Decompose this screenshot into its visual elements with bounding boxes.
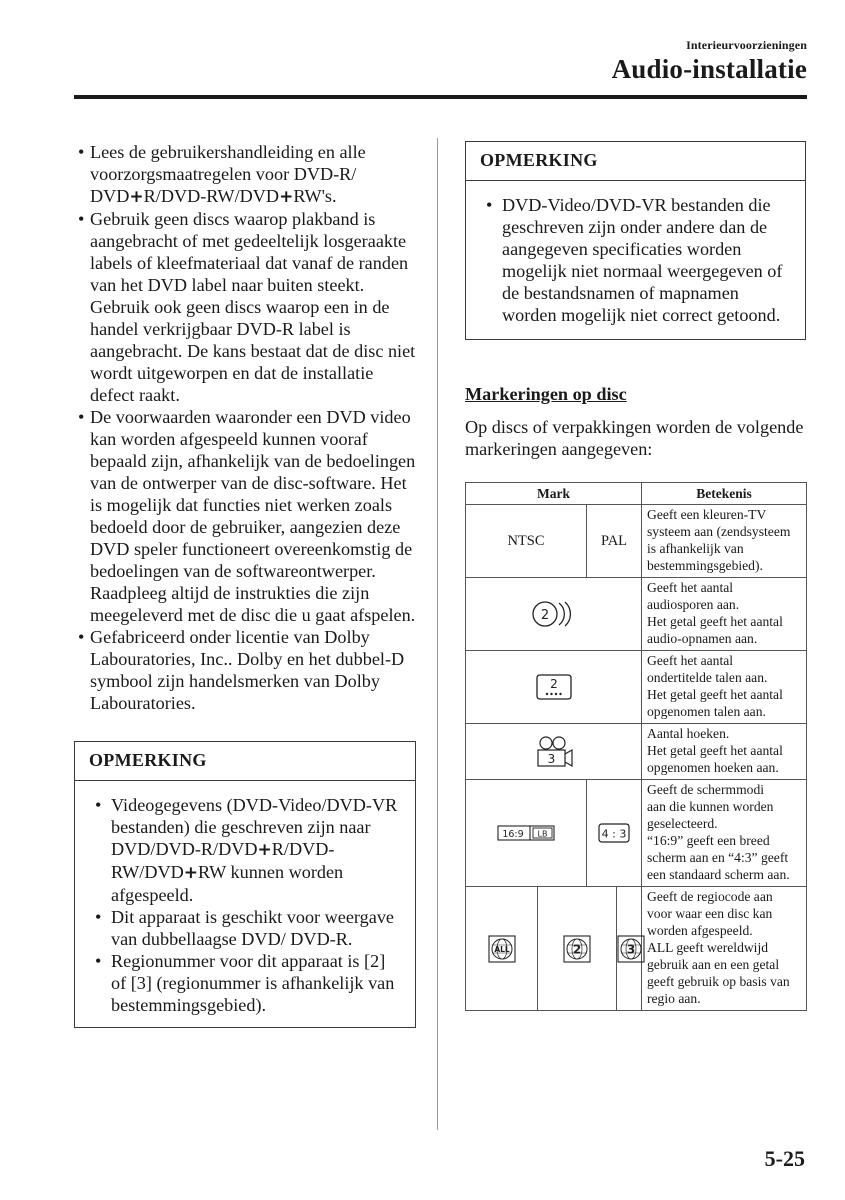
list-item: • Regionummer voor dit apparaat is [2] of [3] (regionummer is afhankelijk van bestemmingsgebied).: [95, 951, 395, 1015]
pal-mark: PAL: [587, 505, 642, 578]
globe-region-2-icon: [563, 935, 591, 963]
header-meaning: Betekenis: [642, 483, 807, 505]
meaning-cell: Geeft het aantal audiosporen aan. Het getal geeft het aantal audio-opnamen aan.: [642, 578, 807, 651]
camera-angle-icon: [532, 734, 576, 770]
table-row: [466, 505, 807, 578]
section-label: Interieurvoorzieningen: [686, 38, 807, 52]
list-item-text: De voorwaarden waaronder een DVD video kan worden afgespeeld kunnen vooraf bepaald zijn, afhankelijk van de bedoelingen van de ontwerper van de disc-software. Het is mogelijk dat functies niet werken zoals bedoeld door de gebruiker, aangezien deze DVD speler functioneert overeenkomstig de bedoelingen van de softwareontwerper. Raadpleeg altijd de instrukties die zijn meegeleverd met de disc die u gaat afspelen.: [90, 407, 416, 625]
list-item-text: Lees de gebruikershandleiding en alle voorzorgsmaatregelen voor DVD-R/ DVD+R/DVD-RW/DVD+RW's.: [90, 142, 366, 207]
audio-mark-cell: [466, 578, 642, 651]
plus-glyph: +: [183, 863, 198, 883]
list-item-text: Regionummer voor dit apparaat is [2] of [3] (regionummer is afhankelijk van bestemmingsgebied).: [111, 951, 395, 1015]
disc-markings-table: [465, 482, 807, 1011]
precautions-list: [74, 141, 416, 714]
table-row: [466, 578, 807, 651]
note-list: [482, 194, 791, 326]
note-title: OPMERKING: [466, 142, 805, 181]
widescreen-mark-cell: [466, 780, 587, 887]
region-2-mark-cell: [538, 887, 617, 1011]
column-divider: [437, 138, 438, 1130]
list-item-text: Gebruik geen discs waarop plakband is aangebracht of met gedeeltelijk losgeraakte labels of kleefmateriaal dat vanaf de randen van het DVD label naar buiten steekt. Gebruik ook geen discs waarop een in de handel verkrijgbaar DVD-R label is aangebracht. De kans bestaat dat de disc niet wordt uitgeworpen en dat de installatie defect raakt.: [90, 209, 416, 405]
header-rule: [74, 95, 807, 99]
page-number: 5-25: [764, 1146, 805, 1171]
right-column: [465, 141, 806, 1011]
list-item-text: DVD-Video/DVD-VR bestanden die geschreven zijn onder andere dan de aangegeven specificaties worden mogelijk niet normaal weergegeven of de bestandsnamen of mapnamen worden mogelijk niet correct getoond.: [502, 195, 783, 325]
list-item: • DVD-Video/DVD-VR bestanden die geschreven zijn onder andere dan de aangegeven specificaties worden mogelijk niet normaal weergegeven of de bestandsnamen of mapnamen worden mogelijk niet correct getoond.: [486, 195, 783, 325]
plus-glyph: +: [129, 187, 144, 207]
widescreen-icon: [497, 824, 555, 842]
subtitle-icon: [534, 672, 574, 702]
svg-text:4 : 3: 4 : 3: [601, 827, 627, 841]
note-title: OPMERKING: [75, 742, 415, 781]
header-mark: Mark: [466, 483, 642, 505]
list-item: • Dit apparaat is geschikt voor weergave van dubbellaagse DVD/ DVD-R.: [95, 907, 394, 949]
svg-text:2: 2: [540, 608, 549, 623]
region-3-mark-cell: [617, 887, 642, 1011]
table-row: [466, 780, 807, 887]
intro-text: Op discs of verpakkingen worden de volgende markeringen aangegeven:: [465, 417, 804, 459]
subtitle-mark-cell: [466, 651, 642, 724]
svg-text:LB: LB: [537, 829, 548, 839]
globe-region-3-icon: [617, 935, 645, 963]
table-row: [466, 651, 807, 724]
region-all-mark-cell: [466, 887, 538, 1011]
list-item-text: Gefabriceerd onder licentie van Dolby Labouratories, Inc.. Dolby en het dubbel-D symbool zijn handelsmerken van Dolby Labouratories.: [90, 627, 405, 713]
plus-glyph: +: [279, 187, 294, 207]
left-column: [74, 141, 416, 1028]
meaning-cell: Aantal hoeken. Het getal geeft het aantal opgenomen hoeken aan.: [642, 724, 807, 780]
list-item: • De voorwaarden waaronder een DVD video kan worden afgespeeld kunnen vooraf bepaald zijn, afhankelijk van de bedoelingen van de ontwerper van de disc-software. Het is mogelijk dat functies niet werken zoals bedoeld door de gebruiker, aangezien deze DVD speler functioneert overeenkomstig de bedoelingen van de softwareontwerper. Raadpleeg altijd de instrukties die zijn meegeleverd met de disc die u gaat afspelen.: [78, 407, 416, 625]
page-title: Audio-installatie: [611, 54, 807, 84]
list-item-text: Videogegevens (DVD-Video/DVD-VR bestanden) die geschreven zijn naar DVD/DVD-R/DVD+R/DVD-RW/DVD+RW kunnen worden afgespeeld.: [111, 795, 398, 905]
svg-text:16:9: 16:9: [502, 829, 524, 840]
table-row: [466, 887, 807, 1011]
svg-text:3: 3: [626, 942, 636, 956]
section-subheading: Markeringen op disc: [465, 384, 627, 404]
note-list: [91, 794, 401, 1016]
note-box-right: [465, 141, 806, 340]
table-row: [466, 724, 807, 780]
standard-screen-mark-cell: [587, 780, 642, 887]
plus-glyph: +: [257, 840, 272, 860]
list-item: • Lees de gebruikershandleiding en alle voorzorgsmaatregelen voor DVD-R/ DVD+R/DVD-RW/DVD+RW's.: [78, 142, 366, 207]
list-item: • Videogegevens (DVD-Video/DVD-VR bestanden) die geschreven zijn naar DVD/DVD-R/DVD+R/DVD-RW/DVD+RW kunnen worden afgespeeld.: [95, 795, 398, 905]
svg-text:2: 2: [549, 677, 558, 691]
standard-screen-icon: [597, 822, 631, 844]
ntsc-mark: NTSC: [466, 505, 587, 578]
meaning-cell: Geeft de regiocode aan voor waar een disc kan worden afgespeeld. ALL geeft wereldwijd gebruik aan en een getal geeft gebruik op basis van regio aan.: [642, 887, 807, 1011]
globe-all-icon: [488, 935, 516, 963]
angle-mark-cell: [466, 724, 642, 780]
list-item: • Gefabriceerd onder licentie van Dolby Labouratories, Inc.. Dolby en het dubbel-D symbool zijn handelsmerken van Dolby Labouratories.: [78, 627, 405, 713]
meaning-cell: Geeft de schermmodi aan die kunnen worden geselecteerd. “16:9” geeft een breed scherm aan en “4:3” geeft een standaard scherm aan.: [642, 780, 807, 887]
list-item: • Gebruik geen discs waarop plakband is aangebracht of met gedeeltelijk losgeraakte labels of kleefmateriaal dat vanaf de randen van het DVD label naar buiten steekt. Gebruik ook geen discs waarop een in de handel verkrijgbaar DVD-R label is aangebracht. De kans bestaat dat de disc niet wordt uitgeworpen en dat de installatie defect raakt.: [78, 209, 416, 405]
meaning-cell: Geeft een kleuren-TV systeem aan (zendsysteem is afhankelijk van bestemmingsgebied).: [642, 505, 807, 578]
note-box-left: [74, 741, 416, 1028]
table-header-row: [466, 483, 807, 505]
svg-text:ALL: ALL: [493, 944, 510, 954]
svg-text:2: 2: [572, 942, 582, 956]
audio-tracks-icon: [530, 598, 578, 630]
svg-text:3: 3: [547, 751, 555, 766]
meaning-cell: Geeft het aantal ondertitelde talen aan. Het getal geeft het aantal opgenomen talen aan.: [642, 651, 807, 724]
list-item-text: Dit apparaat is geschikt voor weergave van dubbellaagse DVD/ DVD-R.: [111, 907, 394, 949]
